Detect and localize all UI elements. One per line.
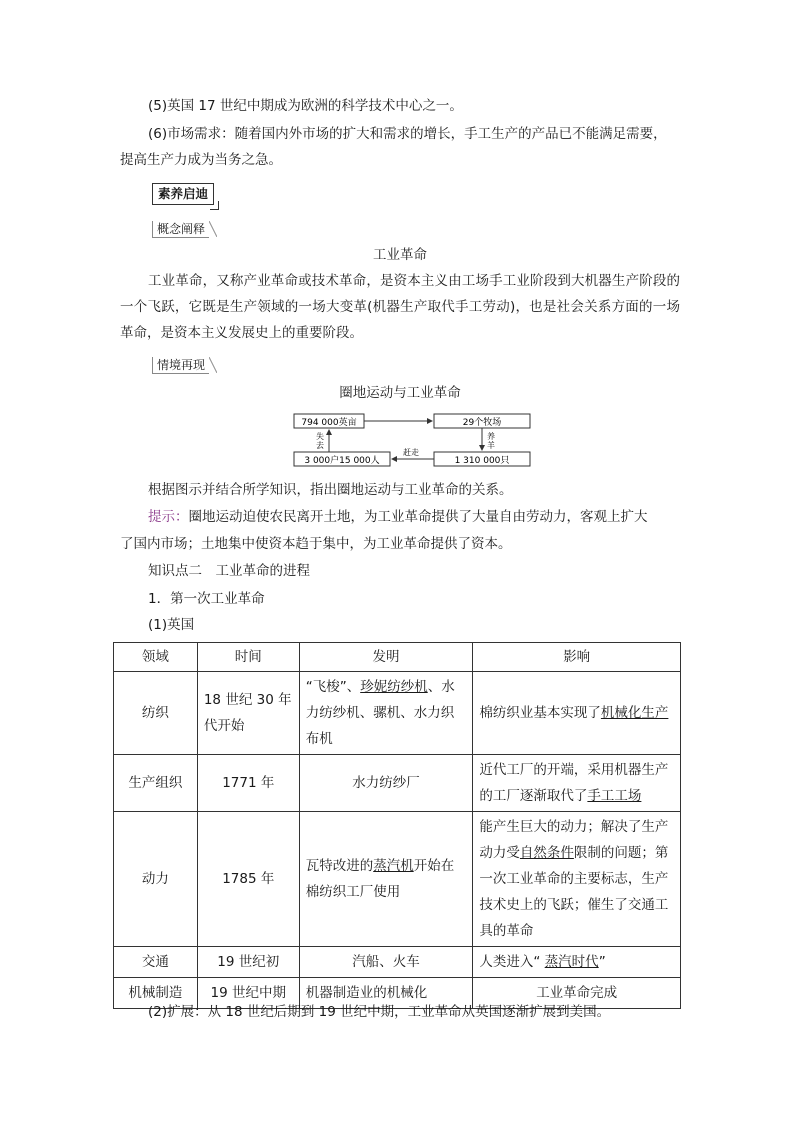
hint-line-2: 了国内市场；土地集中使资本趋于集中，为工业革命提供了资本。: [120, 536, 512, 552]
cell-effect: [473, 812, 681, 947]
hint-text-1: 圈地运动迫使农民离开土地，为工业革命提供了大量自由劳动力，客观上扩大: [188, 509, 648, 525]
cell-field: 生产组织: [114, 755, 198, 812]
hint-line-1: [148, 507, 648, 527]
header-field: 领域: [114, 643, 198, 672]
box-bottom-left-text: 3 000户15 000人: [304, 456, 380, 466]
inv-text-a: “飞梭”、: [305, 679, 361, 695]
header-time: 时间: [197, 643, 299, 672]
cell-effect: [473, 755, 681, 812]
knowledge-heading: 知识点二 工业革命的进程: [148, 563, 310, 579]
cell-invention: [299, 672, 473, 755]
inv-text-b: 开始在棉纺织工厂使用: [305, 858, 455, 900]
scenario-question: 根据图示并结合所学知识，指出圈地运动与工业革命的关系。: [148, 482, 513, 498]
table-header-row: [114, 643, 681, 672]
inv-text-b: 、水力纺纱机、骡机、水力织布机: [305, 679, 455, 747]
cell-invention: 汽船、火车: [299, 947, 473, 978]
scenario-tag: 情境再现: [152, 357, 209, 374]
inv-underlined: 蒸汽机: [373, 858, 414, 874]
cell-time: 1771 年: [197, 755, 299, 812]
label-left-1: 失: [316, 432, 324, 441]
eff-text-a: 近代工厂的开端，采用机器生产的工厂逐渐取代了: [479, 762, 669, 804]
cell-effect: [473, 947, 681, 978]
enclosure-diagram: [290, 410, 550, 470]
label-left-2: 去: [316, 441, 324, 450]
cell-field: 纺织: [114, 672, 198, 755]
eff-text-a: 棉纺织业基本实现了: [479, 705, 601, 721]
knowledge-sub-1: 1．第一次工业革命: [148, 591, 265, 607]
eff-text-b: 限制的问题；第一次工业革命的主要标志，生产技术史上的飞跃；催生了交通工具的革命: [479, 845, 669, 939]
table-row: [114, 947, 681, 978]
revolution-table: [113, 642, 681, 1009]
label-right-2: 羊: [487, 441, 495, 450]
eff-underlined: 机械化生产: [600, 705, 669, 721]
knowledge-sub-1a: (1)英国: [148, 617, 195, 633]
scenario-title: 圈地运动与工业革命: [339, 385, 461, 401]
box-top-left-text: 794 000英亩: [301, 418, 357, 428]
table-row: [114, 755, 681, 812]
concept-title: 工业革命: [373, 247, 427, 263]
cell-time: 18 世纪 30 年代开始: [197, 672, 299, 755]
section-tag: 素养启迪: [152, 183, 214, 205]
cell-field: 机械制造: [114, 978, 198, 1009]
label-right-1: 养: [487, 432, 495, 441]
box-bottom-right-text: 1 310 000只: [454, 456, 510, 466]
cell-effect: 工业革命完成: [473, 978, 681, 1009]
cell-time: 19 世纪初: [197, 947, 299, 978]
cell-field: 动力: [114, 812, 198, 947]
header-effect: 影响: [473, 643, 681, 672]
cell-invention: 水力纺纱厂: [299, 755, 473, 812]
cell-field: 交通: [114, 947, 198, 978]
item-6-line-2: 提高生产力成为当务之急。: [120, 152, 282, 168]
cell-invention: [299, 812, 473, 947]
cell-time: 1785 年: [197, 812, 299, 947]
eff-underlined: 手工工场: [587, 788, 642, 804]
eff-text-a: 人类进入“: [479, 954, 545, 970]
eff-underlined: 自然条件: [519, 845, 574, 861]
eff-text-a: 能产生巨大的动力；解决了生产动力受: [479, 819, 669, 861]
header-invention: 发明: [299, 643, 473, 672]
table-row: [114, 672, 681, 755]
concept-body: 工业革命，又称产业革命或技术革命，是资本主义由工场手工业阶段到大机器生产阶段的一个飞跃，它既是生产领域的一场大变革(机器生产取代手工劳动)，也是社会关系方面的一场革命，是资本主义发展史上的重要阶段。: [120, 273, 680, 341]
extension-note: (2)扩展：从 18 世纪后期到 19 世纪中期，工业革命从英国逐渐扩展到美国。: [148, 1004, 611, 1020]
inv-text-a: 瓦特改进的: [305, 858, 374, 874]
item-6-line-1: (6)市场需求：随着国内外市场的扩大和需求的增长，手工生产的产品已不能满足需要，: [148, 126, 667, 142]
inv-underlined: 珍妮纺纱机: [360, 679, 428, 695]
cell-effect: [473, 672, 681, 755]
item-5: (5)英国 17 世纪中期成为欧洲的科学技术中心之一。: [148, 98, 463, 114]
table-row: [114, 812, 681, 947]
eff-text-b: ”: [598, 954, 606, 970]
box-top-right-text: 29个牧场: [462, 418, 502, 428]
concept-tag: 概念阐释: [152, 221, 209, 238]
hint-label: 提示：: [148, 509, 189, 525]
label-bottom: 赶走: [403, 448, 419, 457]
eff-underlined: 蒸汽时代: [544, 954, 599, 970]
cell-time: 19 世纪中期: [197, 978, 299, 1009]
cell-invention: 机器制造业的机械化: [299, 978, 473, 1009]
